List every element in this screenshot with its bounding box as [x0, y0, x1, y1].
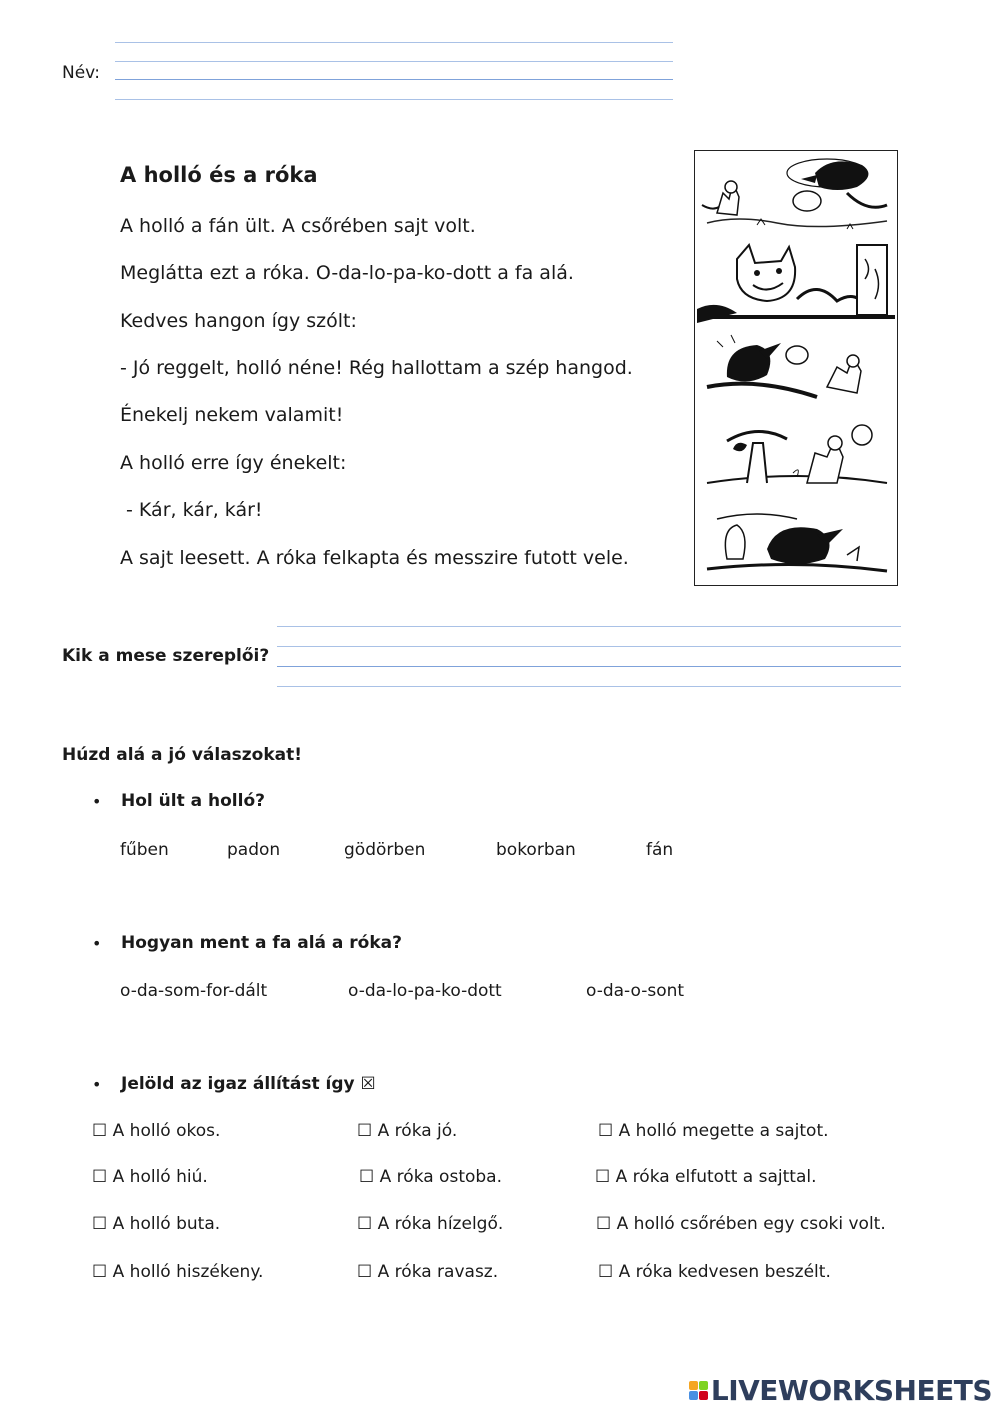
- story-line: Kedves hangon így szólt:: [120, 310, 357, 332]
- writing-line: [115, 79, 673, 80]
- q1-question: Hol ült a holló?: [121, 791, 265, 811]
- bullet: •: [92, 934, 102, 953]
- bullet: •: [92, 792, 102, 811]
- q3-question: Jelöld az igaz állítást így ☒: [121, 1074, 376, 1094]
- q2-option[interactable]: o-da-lo-pa-ko-dott: [348, 981, 502, 1001]
- statement-checkbox[interactable]: ☐ A holló csőrében egy csoki volt.: [596, 1214, 886, 1234]
- statement-checkbox[interactable]: ☐ A róka ostoba.: [359, 1167, 502, 1187]
- q1-option[interactable]: fán: [646, 840, 674, 860]
- name-label: Név:: [62, 63, 101, 83]
- liveworksheets-brand: LIVEWORKSHEETS: [710, 1374, 992, 1407]
- story-line: A sajt leesett. A róka felkapta és messzire futott vele.: [120, 547, 629, 569]
- q1-option[interactable]: gödörben: [344, 840, 426, 860]
- underline-instruction: Húzd alá a jó válaszokat!: [62, 745, 303, 765]
- liveworksheets-logo-icon: [689, 1381, 708, 1400]
- writing-line: [277, 626, 901, 627]
- q1-option[interactable]: bokorban: [496, 840, 576, 860]
- statement-checkbox[interactable]: ☐ A holló okos.: [92, 1121, 221, 1141]
- writing-line: [115, 61, 673, 62]
- story-illustration: [694, 150, 898, 586]
- statement-checkbox[interactable]: ☐ A holló buta.: [92, 1214, 221, 1234]
- statement-checkbox[interactable]: ☐ A holló hiú.: [92, 1167, 208, 1187]
- characters-question: Kik a mese szereplői?: [62, 646, 270, 666]
- statement-checkbox[interactable]: ☐ A róka hízelgő.: [357, 1214, 504, 1234]
- q2-option[interactable]: o-da-o-sont: [586, 981, 685, 1001]
- comic-panel-crow-sings: [697, 327, 895, 411]
- story-line: A holló a fán ült. A csőrében sajt volt.: [120, 215, 476, 237]
- writing-line: [277, 686, 901, 687]
- liveworksheets-logo[interactable]: [689, 1374, 992, 1407]
- statement-checkbox[interactable]: ☐ A holló hiszékeny.: [92, 1262, 264, 1282]
- story-line: - Jó reggelt, holló néne! Rég hallottam a szép hangod.: [120, 357, 633, 379]
- statement-checkbox[interactable]: ☐ A holló megette a sajtot.: [598, 1121, 829, 1141]
- statement-checkbox[interactable]: ☐ A róka elfutott a sajttal.: [595, 1167, 817, 1187]
- statement-checkbox[interactable]: ☐ A róka ravasz.: [357, 1262, 499, 1282]
- comic-panel-fox-talking: [697, 239, 895, 323]
- comic-panel-fox-runs: [697, 413, 895, 497]
- statement-checkbox[interactable]: ☐ A róka kedvesen beszélt.: [598, 1262, 831, 1282]
- q1-option[interactable]: fűben: [120, 840, 169, 860]
- writing-line: [115, 99, 673, 100]
- statement-checkbox[interactable]: ☐ A róka jó.: [357, 1121, 458, 1141]
- writing-line: [277, 646, 901, 647]
- story-line: Meglátta ezt a róka. O-da-lo-pa-ko-dott a fa alá.: [120, 262, 574, 284]
- story-title: A holló és a róka: [120, 163, 318, 187]
- comic-panel-crow-on-tree: [697, 153, 895, 237]
- q2-question: Hogyan ment a fa alá a róka?: [121, 933, 402, 953]
- writing-line: [115, 42, 673, 43]
- writing-line: [277, 666, 901, 667]
- comic-panel-crow-alone: [697, 499, 895, 583]
- bullet: •: [92, 1075, 102, 1094]
- q2-option[interactable]: o-da-som-for-dált: [120, 981, 268, 1001]
- story-line: Énekelj nekem valamit!: [120, 404, 344, 426]
- story-line: - Kár, kár, kár!: [120, 499, 263, 521]
- story-line: A holló erre így énekelt:: [120, 452, 347, 474]
- q1-option[interactable]: padon: [227, 840, 281, 860]
